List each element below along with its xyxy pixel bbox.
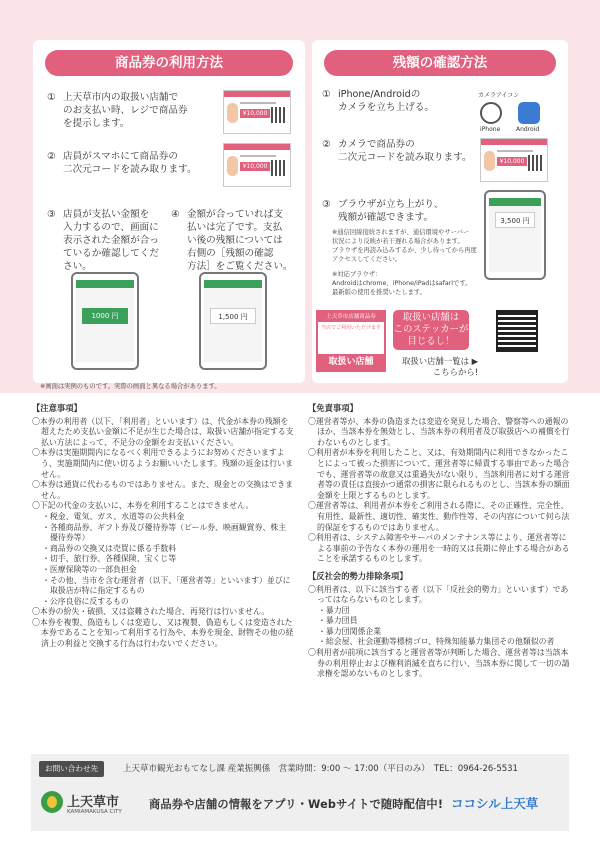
caution-sub-item: ・各種商品券、ギフト券及び優待券等（ビール券、映画観賞券、株主優待券等） (42, 522, 287, 543)
image-footnote: ※画面は実例のものです。実際の画面と異なる場合があります。 (40, 383, 221, 390)
usage-title: 商品券の利用方法 (45, 50, 293, 76)
caution-item: 〇本券の紛失・破損、又は盗難された場合、再発行は行いません。 (32, 607, 270, 617)
city-logo-text: 上天草市 (67, 795, 120, 810)
sticker-mid-text: 当店でご利用いただけます (320, 325, 381, 331)
balance-step-2 (322, 138, 472, 168)
exemption-title: 【免責事項】 (308, 403, 358, 413)
camera-icons (470, 90, 560, 134)
step-text: カメラで商品券の 二次元コードを読み取ります。 (338, 139, 472, 163)
complete-phone-image (199, 272, 267, 370)
caution-item: 〇本券の利用者（以下、「利用者」といいます）は、代金が本券の残額を超えたため支払い金額に不足が生じた場合は、取扱い店舗が指定する支払い方法によって、不足分の金額をお支払いください。 (32, 416, 294, 447)
voucher-card-image (480, 138, 548, 182)
app-banner-text: 商品券や店舗の情報をアプリ・Webサイトで随時配信中! (149, 798, 444, 811)
contact-tag: お問い合わせ先 (39, 761, 104, 777)
antisocial-item: 〇利用者が前項に該当すると運営者等が判断した場合、運営者等は当該本券の利用停止および権利消滅を直ちに行い、当該本券に関して一切の請求権を認めないものとします。 (308, 648, 570, 679)
sticker-callout: 取扱い店舗は このステッカーが 目じるし！ (393, 310, 469, 350)
balance-step-1 (322, 88, 472, 118)
city-emblem-icon (41, 791, 63, 813)
browser-note: ※対応ブラウザ： Androidはchrome、iPhone/iPadはsafariです。 最新版の使用を推奨いたします。 (332, 271, 472, 296)
exemption-item: 〇運営者等が、本券の偽造または変造を発見した場合、警察等への通報のほか、当該本券を無効とし、当該本券の利用者及び取扱店への補償を行わないものとします。 (308, 416, 570, 447)
caution-section (32, 403, 294, 650)
contact-footer (31, 754, 569, 831)
usage-step-3 (47, 208, 165, 278)
antisocial-sub-item: ・暴力団関係企業 (318, 626, 382, 636)
caution-sub-item: ・医療保険等の一部負担金 (42, 564, 137, 574)
usage-panel (33, 40, 305, 383)
voucher-amount: ¥10,000 (240, 162, 270, 171)
exemption-section (308, 403, 570, 680)
voucher-card-image (223, 143, 291, 187)
city-logo (41, 789, 137, 823)
caution-item: 〇本券は実施期間内になるべく利用できるようにお努めくださいますよう、実施期間内に使い切るようお願いいたします。残額の返金は行いません。 (32, 448, 293, 479)
exemption-item: 〇利用者が本券を利用したこと、又は、有効期間内に利用できなかったことによって被った損害について、運営者等に帰責する事由であった場合でも、運営者等の故意又は重過失がない限り、当該利用者に対する運営者等の責任は直接かつ通常の損害に限られるものとし、当該本券の額面金額を上限とするものとします。 (308, 448, 570, 500)
step-text: 店員が支払い金額を 入力するので、画面に 表示された金額が合っ ているか確認してくだ さい。 (63, 209, 159, 272)
voucher-amount: ¥10,000 (497, 157, 527, 166)
step-number: ③ (322, 199, 331, 210)
usage-step-2 (47, 150, 217, 180)
step-text: ブラウザが立ち上がり、 残額が確認できます。 (338, 199, 444, 223)
camera-icon-label: カメラアイコン (478, 92, 520, 99)
step-text: 店員がスマホにて商品券の 二次元コードを読み取ります。 (63, 151, 197, 175)
step-number: ① (47, 92, 56, 103)
sticker-top-text: 上天草市店舗商品券 (318, 312, 384, 322)
sticker-bottom-text: 取扱い店舗 (318, 354, 384, 370)
usage-step-4 (171, 208, 301, 278)
antisocial-sub-item: ・総会屋、社会運動等標榜ゴロ、特殊知能暴力集団その他類似の者 (318, 637, 555, 647)
contact-text: 上天草市観光おもてなし課 産業振興係 営業時間：9:00 〜 17:00（平日のみ） TEL：0964-26-5531 (123, 764, 518, 774)
iphone-camera-icon (480, 102, 502, 124)
step-number: ② (322, 139, 331, 150)
remaining-amount: 1,500 円 (210, 308, 256, 324)
store-sticker-image (316, 310, 386, 372)
exemption-item: 〇利用者は、システム障害やサーバのメンテナンス等により、運営者等による事前の予告なく本券の運用を一時的又は長期に停止する場合があることを承諾するものとします。 (308, 533, 570, 564)
caution-item: 〇本券は通貨に代わるものではありません。また、現金との交換はできません。 (32, 480, 293, 500)
step-number: ② (47, 151, 56, 162)
step-text: iPhone/Androidの カメラを立ち上げる。 (338, 89, 434, 113)
exemption-item: 〇運営者等は、利用者が本券をご利用される際に、その正確性、完全性、有用性、最新性、適切性、確実性、動作性等、その内容について何ら法的保証をするものではありません。 (308, 501, 570, 532)
app-logo: ココシル上天草 (451, 796, 539, 811)
caution-sub-item: ・その他、当市を含む運営者（以下、「運営者等」といいます）並びに取扱店が特に指定するもの (42, 575, 291, 596)
voucher-card-image (223, 90, 291, 134)
antisocial-sub-item: ・暴力団 (318, 605, 350, 615)
step-text: 上天草市内の取扱い店舗で のお支払い時、レジで商品券 を提示します。 (63, 92, 188, 129)
step-number: ① (322, 89, 331, 100)
caution-item: 〇本券を複製、偽造もしくは変造し、又は複製、偽造もしくは変造された本券であることを知って利用する行為や、本券を現金、財物その他の経済上の利益と交換する行為は行わないでください。 (32, 617, 294, 649)
payment-amount: 1000 円 (82, 308, 128, 324)
balance-step-3 (322, 198, 482, 228)
payment-phone-image (71, 272, 139, 370)
city-logo-subtext: KAMIAMAKUSA CITY (67, 809, 122, 815)
balance-amount: 3,500 円 (495, 212, 535, 228)
step-number: ④ (171, 209, 180, 220)
usage-step-1 (47, 91, 207, 135)
balance-phone-image (484, 190, 546, 280)
caution-title: 【注意事項】 (32, 403, 82, 413)
android-label: Android (516, 126, 540, 133)
step-text: 金額が合っていれば支 払いは完了です。支払 い後の残額については 右側の［残額の確認 方法］をご覧ください。 (187, 209, 293, 272)
voucher-amount: ¥10,000 (240, 109, 270, 118)
iphone-label: iPhone (480, 126, 501, 133)
store-list-link[interactable]: 取扱い店舗一覧は ▶ こちらから! (402, 356, 479, 377)
caution-item: 〇下記の代金の支払いに、本券を利用することはできません。 (32, 501, 254, 511)
antisocial-sub-item: ・暴力団員 (318, 616, 358, 626)
how-to-section (0, 0, 600, 393)
network-note: ※通信回線接続されますが、通信環境やサーバー 状況により反映が若干遅れる場合があります。 ブラウザを再読み込みするか、少し待ってから再度 アクセスしてください。 (332, 229, 477, 263)
step-number: ③ (47, 209, 56, 220)
android-camera-icon (518, 102, 540, 124)
caution-sub-item: ・公序良俗に反するもの (42, 596, 129, 606)
balance-title: 残額の確認方法 (324, 50, 556, 76)
caution-sub-item: ・切手、旅行券、各種保険、宝くじ等 (42, 554, 177, 564)
store-list-qr-code[interactable] (496, 310, 538, 352)
caution-sub-item: ・商品券の交換又は売買に係る手数料 (42, 543, 177, 553)
antisocial-item: 〇利用者は、以下に該当する者（以下「反社会的勢力」といいます）であってはならないものとします。 (308, 584, 569, 605)
caution-sub-item: ・税金、電気、ガス、水道等の公共料金 (42, 511, 185, 521)
antisocial-title: 【反社会的勢力排除条項】 (308, 570, 408, 581)
